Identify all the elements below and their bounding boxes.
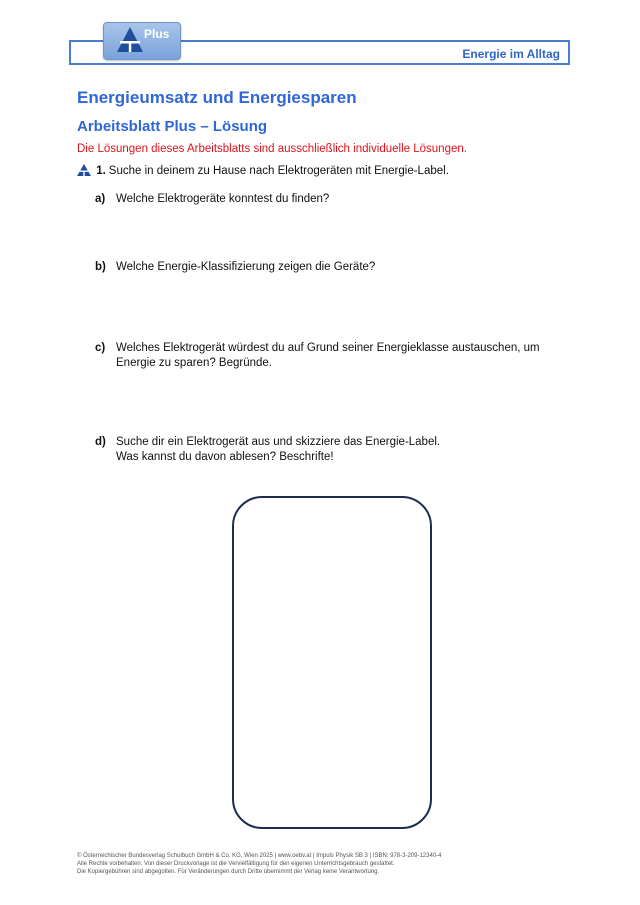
question-label: c) [95, 342, 106, 354]
sketch-area-energy-label[interactable] [232, 496, 432, 829]
question-text-line-1: Welches Elektrogerät würdest du auf Grund seiner Energieklasse austauschen, um [116, 342, 540, 354]
section-title: Energie im Alltag [462, 47, 560, 61]
question-label: d) [95, 436, 106, 448]
footer-rights: Alle Rechte vorbehalten. Von dieser Druckvorlage ist die Vervielfältigung für den eigenen Unterrichtsgebrauch gestattet. [77, 861, 395, 867]
footer [77, 852, 442, 876]
question-label: b) [95, 261, 106, 273]
question-text-line-2: Was kannst du davon ablesen? Beschrifte! [116, 451, 334, 463]
plus-triangle-icon [77, 164, 91, 176]
question-label: a) [95, 193, 106, 205]
solution-note: Die Lösungen dieses Arbeitsblatts sind ausschließlich individuelle Lösungen. [77, 143, 467, 155]
question-text-line-1: Suche dir ein Elektrogerät aus und skizziere das Energie-Label. [116, 436, 441, 448]
footer-copyright: © Österreichischer Bundesverlag Schulbuch GmbH & Co. KG, Wien 2025 | www.oebv.at | Impuls Physik SB 3 | ISBN: 978-3-209-12340-4 [77, 853, 442, 859]
plus-triangle-logo-icon [116, 26, 144, 54]
logo-text: Plus [144, 27, 170, 41]
task-1 [77, 164, 449, 177]
task-number: 1. [96, 165, 106, 177]
footer-fees: Die Kopiergebühren sind abgegolten. Für Veränderungen durch Dritte übernimmt der Verlag keine Verantwortung. [77, 869, 380, 875]
page-subtitle: Arbeitsblatt Plus – Lösung [77, 118, 268, 135]
page-title: Energieumsatz und Energiesparen [77, 88, 357, 107]
question-text: Welche Energie-Klassifizierung zeigen die Geräte? [116, 261, 376, 273]
task-text: Suche in deinem zu Hause nach Elektrogeräten mit Energie-Label. [108, 165, 449, 177]
plus-logo [103, 22, 181, 60]
question-text: Welche Elektrogeräte konntest du finden? [116, 193, 330, 205]
question-text-line-2: Energie zu sparen? Begründe. [116, 357, 272, 369]
